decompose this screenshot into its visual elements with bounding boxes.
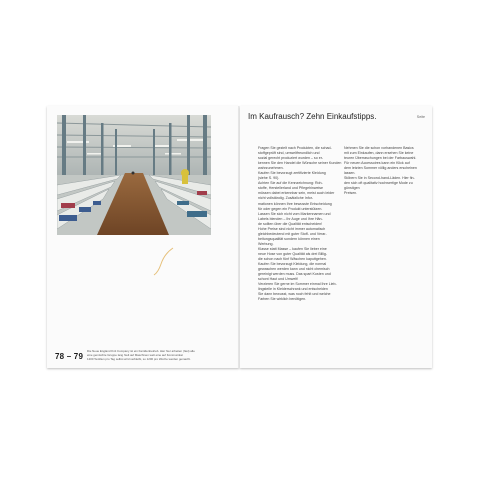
tip-line: stoffgeprüft sind, umweltfreundlich und bbox=[258, 151, 320, 156]
tip-line: (siehe S. 90). bbox=[258, 176, 280, 181]
tip-line: Preisen. bbox=[344, 191, 358, 196]
tip-line: wahrzunehmen. bbox=[258, 166, 284, 171]
tip-line: gleichbedeutend mit guter Stoff- und Verar- bbox=[258, 231, 327, 236]
caption-line: Die Neue England Knit Company ist ein Familienbetrieb. Hier hier arbeiten (fast) alle bbox=[87, 350, 195, 353]
tip-line: mit zum Einkaufen, dann ersehen Sie keine bbox=[344, 151, 414, 156]
pencil-scribble bbox=[151, 246, 181, 278]
tip-line: Nehmen Sie die schon vorhandenen Basics bbox=[344, 146, 414, 150]
tip-line: sozial gerecht produziert wurden – so er- bbox=[258, 156, 324, 161]
tip-line: Sie dann bewusst, was noch fehlt und welche bbox=[258, 292, 331, 297]
section-label: Seite bbox=[416, 115, 425, 119]
tip-line: Kaufen Sie bevorzugt Kleidung, die normal bbox=[258, 262, 327, 267]
tip-line: Werbung. bbox=[258, 241, 274, 246]
tip-line: mationen können Ihre bewusste Entscheidung bbox=[258, 201, 332, 206]
tip-line: gereinigt werden muss. Das spart Kosten und bbox=[258, 272, 331, 277]
tip-line: müssen dabei erkennbar sein, meist auch leider bbox=[258, 191, 335, 196]
tip-line: Farben Sie wirklich benötigen. bbox=[258, 297, 307, 302]
tips-column-1 bbox=[258, 146, 346, 302]
tip-line: lassen. bbox=[344, 171, 356, 176]
left-page bbox=[47, 106, 239, 368]
tip-line: stoffe, Herstellerland und Pflegehinweise bbox=[258, 186, 324, 191]
page-title: Im Kaufrausch? Zehn Einkaufstipps. bbox=[248, 112, 377, 121]
tip-line: für oder gegen ein Produkt unterstützen. bbox=[258, 206, 323, 211]
right-page bbox=[240, 106, 432, 368]
book-spread bbox=[47, 106, 432, 368]
photo-caption bbox=[87, 350, 235, 362]
tip-line: dem letzten Sommer völlig anders erscheinen bbox=[344, 166, 417, 171]
tip-line: teuren Überraschungen bei der Farbauswahl. bbox=[344, 156, 417, 161]
tip-line: beitungsqualität sondern können einen bbox=[258, 236, 320, 241]
page-number: 78 – 79 bbox=[55, 352, 84, 361]
tips-column-2 bbox=[344, 146, 424, 196]
tip-line: Hohe Preise sind nicht immer automatisch bbox=[258, 226, 326, 231]
tip-line: Lassen Sie sich nicht vom Markennamen und bbox=[258, 211, 331, 216]
tip-line: lingsteile in Kleiderschrank und entscheiden bbox=[258, 287, 328, 292]
tip-line: Für neuen Accessoires kann ein Klick auf bbox=[344, 161, 410, 166]
tip-line: den sich oft qualitativ hochwertige Mode zu günstigen bbox=[344, 181, 413, 191]
tip-line: gewaschen werden kann und nicht chemisch bbox=[258, 267, 330, 272]
tip-line: Kaufen Sie bevorzugt zertifizierte Kleidung bbox=[258, 171, 326, 176]
tip-line: Achten Sie auf die Kennzeichnung: Roh- bbox=[258, 181, 323, 186]
tip-line: de sollten über die Qualität entscheiden! bbox=[258, 221, 323, 226]
caption-line: 1200 Textilien pro Tag selbst wird verbleibt, so 1200 pro Woche werden gemacht. bbox=[87, 357, 191, 361]
caption-line: eine gemischte Gruppe lang hielt auf Maschinen welt eine auf Kommunikat bbox=[87, 353, 183, 357]
tip-line: Stöbern Sie in Second-hand-Läden. Hier fin- bbox=[344, 176, 415, 181]
tip-line: schont Haut und Umwelt! bbox=[258, 277, 299, 282]
tip-line: Klasse statt Masse – kaufen Sie lieber eine bbox=[258, 246, 327, 251]
textile-factory-photo bbox=[57, 115, 211, 235]
tip-line: Fragen Sie gezielt nach Produkten, die schad- bbox=[258, 146, 332, 150]
tip-line: kennen Sie den Handel die Wünsche seiner Kunden bbox=[258, 161, 342, 166]
tip-line: neue Hose von guter Qualität als drei Billig- bbox=[258, 251, 328, 256]
tip-line: Verzieren Sie gerne im Sommer einmal Ihre Lieb- bbox=[258, 282, 337, 287]
tip-line: Labels blenden – Ihr Auge und Ihre Hän- bbox=[258, 216, 323, 221]
tip-line: nicht vollständig. Zusätzliche Infor- bbox=[258, 196, 314, 201]
tip-line: die schon nach fünf Wäschen kaputtgehen. bbox=[258, 257, 327, 262]
